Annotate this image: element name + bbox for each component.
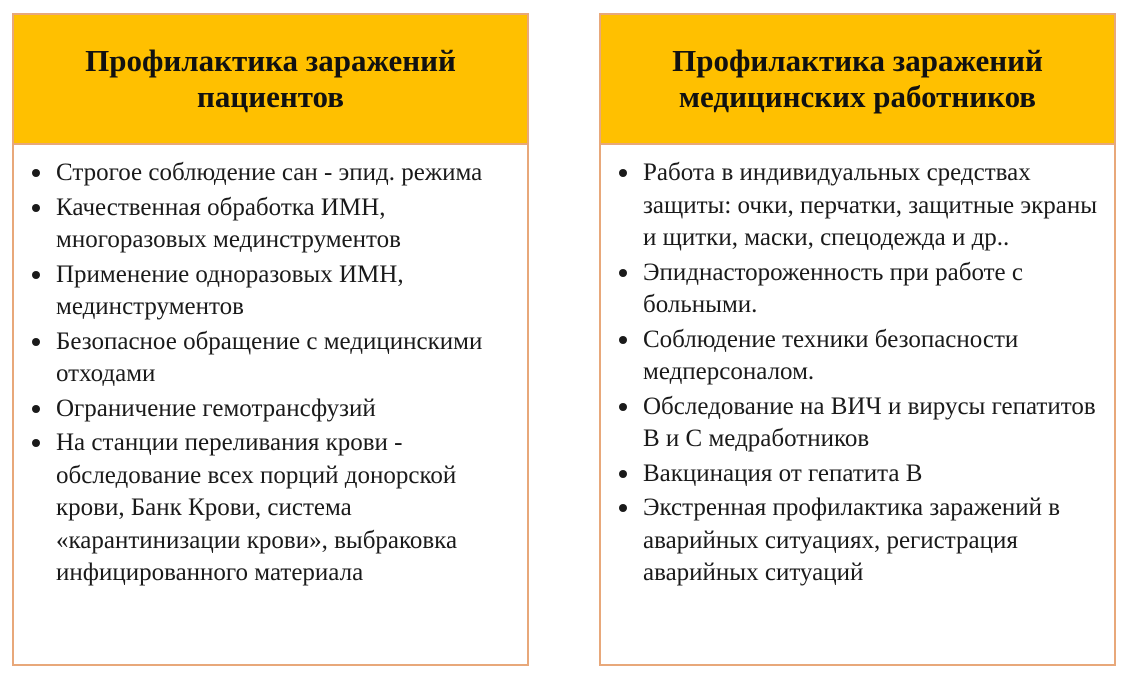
patients-prevention-panel xyxy=(12,13,529,666)
bullet-icon xyxy=(619,269,627,277)
staff-prevention-panel xyxy=(599,13,1116,666)
list-item xyxy=(615,391,1100,456)
bullet-icon xyxy=(619,403,627,411)
staff-title-line1: Профилактика заражений xyxy=(672,43,1043,78)
list-item-text: Экстренная профилактика заражений в аварийных ситуациях, регистрация аварийных ситуаций xyxy=(643,494,1061,586)
list-item xyxy=(28,427,513,590)
list-item-text: Обследование на ВИЧ и вирусы гепатитов В и С медработников xyxy=(643,392,1096,452)
bullet-icon xyxy=(32,271,40,279)
patients-title-line1: Профилактика заражений xyxy=(85,43,456,78)
staff-panel-title xyxy=(672,43,1043,115)
staff-panel-header xyxy=(601,15,1114,145)
bullet-icon xyxy=(32,405,40,413)
bullet-icon xyxy=(32,338,40,346)
patients-panel-header xyxy=(14,15,527,145)
list-item-text: На станции переливания крови - обследование всех порций донорской крови, Банк Крови, система «карантинизации крови», выбраковка инфицированного материала xyxy=(56,429,458,586)
list-item xyxy=(615,157,1100,255)
list-item-text: Работа в индивидуальных средствах защиты: очки, перчатки, защитные экраны и щитки, маски, спецодежда и др.. xyxy=(643,159,1097,251)
patients-measures-list xyxy=(14,145,527,590)
bullet-icon xyxy=(32,169,40,177)
list-item xyxy=(28,157,513,190)
list-item xyxy=(615,458,1100,491)
list-item-text: Применение одноразовых ИМН, мединструментов xyxy=(56,260,404,320)
list-item xyxy=(28,192,513,257)
patients-panel-title xyxy=(85,43,456,115)
list-item xyxy=(28,259,513,324)
patients-title-line2: пациентов xyxy=(196,79,344,114)
bullet-icon xyxy=(619,470,627,478)
list-item xyxy=(615,492,1100,590)
list-item xyxy=(28,393,513,426)
bullet-icon xyxy=(619,169,627,177)
list-item-text: Соблюдение техники безопасности медперсоналом. xyxy=(643,325,1019,385)
list-item xyxy=(615,324,1100,389)
list-item-text: Эпиднастороженность при работе с больными. xyxy=(643,258,1023,318)
list-item-text: Качественная обработка ИМН, многоразовых мединструментов xyxy=(56,193,401,253)
bullet-icon xyxy=(32,439,40,447)
list-item-text: Строгое соблюдение сан - эпид. режима xyxy=(56,159,483,186)
staff-measures-list xyxy=(601,145,1114,590)
list-item xyxy=(28,326,513,391)
list-item-text: Ограничение гемотрансфузий xyxy=(56,394,376,422)
list-item xyxy=(615,257,1100,322)
list-item-text: Вакцинация от гепатита В xyxy=(643,459,923,487)
bullet-icon xyxy=(619,504,627,512)
staff-title-line2: медицинских работников xyxy=(678,79,1037,114)
bullet-icon xyxy=(619,336,627,344)
bullet-icon xyxy=(32,204,40,212)
list-item-text: Безопасное обращение с медицинскими отходами xyxy=(56,327,483,387)
